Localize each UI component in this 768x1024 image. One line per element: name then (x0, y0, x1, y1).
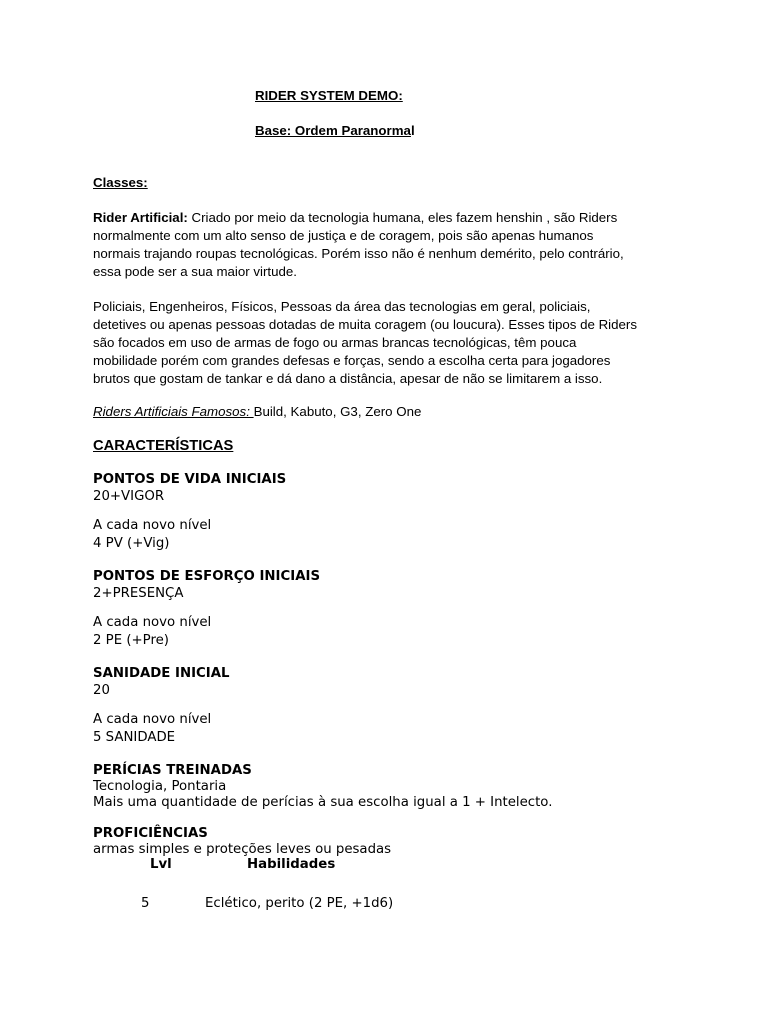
pe-per-level-label: A cada novo nível (93, 615, 212, 630)
pv-per-level: 4 PV (+Vig) (93, 536, 170, 551)
base-tail: l (410, 123, 415, 138)
famous-riders-value: Build, Kabuto, G3, Zero One (253, 404, 422, 419)
paragraph-line: Policiais, Engenheiros, Físicos, Pessoas da área das tecnologias em geral, policiais, (93, 299, 591, 314)
paragraph-line: brutos que gostam de tankar e dá dano a distância, apesar de não se limitarem a isso. (93, 371, 603, 386)
famous-riders-label: Riders Artificiais Famosos: (93, 404, 254, 419)
table-cell-abilities: Eclético, perito (2 PE, +1d6) (205, 896, 394, 911)
characteristics-heading: CARACTERÍSTICAS (93, 438, 234, 454)
classes-label: Classes: (93, 175, 148, 190)
pv-heading: PONTOS DE VIDA INICIAIS (93, 472, 287, 487)
sanity-heading: SANIDADE INICIAL (93, 666, 230, 681)
famous-riders-line (93, 403, 421, 421)
pe-initial: 2+PRESENÇA (93, 586, 184, 601)
rider-artificial-label: Rider Artificial: (93, 210, 188, 225)
pe-heading: PONTOS DE ESFORÇO INICIAIS (93, 569, 321, 584)
table-cell-lvl: 5 (141, 896, 150, 911)
base-line (255, 122, 415, 140)
paragraph-line: detetives ou apenas pessoas dotadas de muita coragem (ou loucura). Esses tipos de Riders (93, 317, 638, 332)
skills-line: Tecnologia, Pontaria (93, 779, 227, 794)
rider-artificial-line: essa pode ser a sua maior virtude. (93, 264, 297, 279)
pv-initial: 20+VIGOR (93, 489, 165, 504)
skills-heading: PERÍCIAS TREINADAS (93, 763, 252, 778)
proficiencies-line: armas simples e proteções leves ou pesadas (93, 842, 392, 857)
sanity-initial: 20 (93, 683, 110, 698)
base-label: Base: Ordem Paranorma (255, 123, 411, 138)
pv-per-level-label: A cada novo nível (93, 518, 212, 533)
rider-artificial-line: Criado por meio da tecnologia humana, eles fazem henshin , são Riders (187, 210, 618, 225)
paragraph-line: são focados em uso de armas de fogo ou armas brancas tecnológicas, têm pouca (93, 335, 577, 350)
pe-per-level: 2 PE (+Pre) (93, 633, 169, 648)
sanity-per-level-label: A cada novo nível (93, 712, 212, 727)
rider-artificial-line: normais trajando roupas tecnológicas. Porém isso não é nenhum demérito, pelo contrário, (93, 246, 624, 261)
table-header-lvl: Lvl (150, 857, 172, 872)
rider-description-paragraph (93, 298, 693, 388)
table-header-abilities: Habilidades (247, 857, 336, 872)
document-title: RIDER SYSTEM DEMO: (255, 88, 403, 103)
skills-line: Mais uma quantidade de perícias à sua escolha igual a 1 + Intelecto. (93, 795, 553, 810)
paragraph-line: mobilidade porém com grandes defesas e forças, sendo a escolha certa para jogadores (93, 353, 611, 368)
proficiencies-heading: PROFICIÊNCIAS (93, 826, 208, 841)
sanity-per-level: 5 SANIDADE (93, 730, 176, 745)
rider-artificial-line: normalmente com um alto senso de justiça e de coragem, pois são apenas humanos (93, 228, 594, 243)
rider-artificial-paragraph (93, 209, 693, 281)
